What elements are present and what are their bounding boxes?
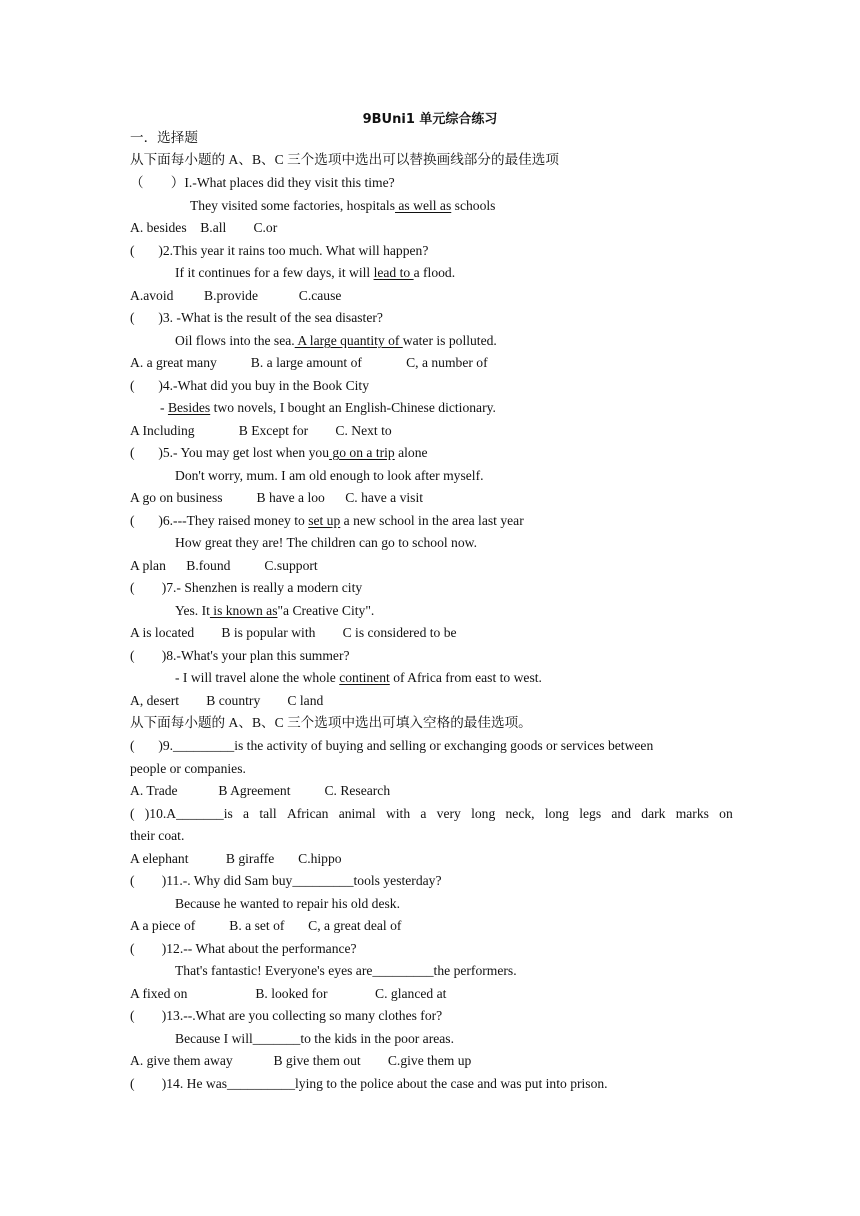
question-10-word: long [471,806,496,821]
question-12-options: A fixed on B. looked for C. glanced at [130,986,447,1001]
question-10-word: ( [130,806,135,821]
question-10-continued: their coat. [130,828,185,843]
question-10-word: and [611,806,632,821]
question-8-options: A, desert B country C land [130,693,324,708]
question-5-options: A go on business B have a loo C. have a visit [130,490,423,505]
question-6: ( )6.---They raised money to set up a new school in the area last year [130,513,524,528]
instruction-2: 从下面每小题的 A、B、C 三个选项中选出可填入空格的最佳选项。 [130,715,532,730]
question-7-options: A is located B is popular with C is considered to be [130,625,457,640]
question-4: ( )4.-What did you buy in the Book City [130,378,369,393]
underlined-phrase: A large quantity of [294,333,403,348]
underlined-phrase: as well as [395,198,452,213]
underlined-phrase: set up [308,513,341,528]
question-3: ( )3. -What is the result of the sea disaster? [130,310,383,325]
question-10-word: a [420,806,427,821]
question-2: ( )2.This year it rains too much. What will happen? [130,243,429,258]
question-10-word: with [385,806,411,821]
question-7-answer: Yes. It is known as"a Creative City". [175,603,375,618]
question-10-word: a [243,806,250,821]
question-3-answer: Oil flows into the sea. A large quantity of water is polluted. [175,333,497,348]
question-7: ( )7.- Shenzhen is really a modern city [130,580,363,595]
question-11: ( )11.-. Why did Sam buy_________tools yesterday? [130,873,442,888]
page-title: 9BUni1 单元综合练习 [362,112,498,127]
question-11-options: A a piece of B. a set of C, a great deal of [130,918,402,933]
question-10-word: very [436,806,461,821]
question-10-word: marks [675,806,709,821]
question-1: （ ）I.-What places did they visit this time? [130,175,395,190]
question-10-word: tall [259,806,277,821]
question-3-options: A. a great many B. a large amount of C, a number of [130,355,488,370]
question-10-word: )10.A_______is [144,806,233,821]
underlined-phrase: lead to [373,265,414,280]
question-12: ( )12.-- What about the performance? [130,941,357,956]
question-12-answer: That's fantastic! Everyone's eyes are_________the performers. [175,963,517,978]
underlined-phrase: go on a trip [329,445,395,460]
question-1-options: A. besides B.all C.or [130,220,278,235]
question-14: ( )14. He was__________lying to the police about the case and was put into prison. [130,1076,608,1091]
question-4-options: A Including B Except for C. Next to [130,423,392,438]
question-13-options: A. give them away B give them out C.give them up [130,1053,472,1068]
question-1-answer: They visited some factories, hospitals as well as schools [190,198,496,213]
question-11-answer: Because he wanted to repair his old desk. [175,896,400,911]
question-10-word: long [544,806,569,821]
question-9-options: A. Trade B Agreement C. Research [130,783,391,798]
question-5: ( )5.- You may get lost when you go on a trip alone [130,445,428,460]
question-10-word: neck, [505,806,535,821]
question-9-continued: people or companies. [130,761,246,776]
question-10-word: on [719,806,733,821]
question-10 [130,805,733,823]
question-13-answer: Because I will_______to the kids in the poor areas. [175,1031,454,1046]
instruction-1: 从下面每小题的 A、B、C 三个选项中选出可以替换画线部分的最佳选项 [130,152,559,167]
section-heading: 一．选择题 [130,130,198,145]
question-13: ( )13.--.What are you collecting so many clothes for? [130,1008,443,1023]
question-2-options: A.avoid B.provide C.cause [130,288,342,303]
question-8: ( )8.-What's your plan this summer? [130,648,350,663]
question-6-options: A plan B.found C.support [130,558,318,573]
question-6-answer: How great they are! The children can go to school now. [175,535,477,550]
question-10-options: A elephant B giraffe C.hippo [130,851,342,866]
underlined-phrase: Besides [167,400,211,415]
question-9: ( )9._________is the activity of buying and selling or exchanging goods or services between [130,738,654,753]
underlined-phrase: is known as [209,603,278,618]
question-10-word: animal [338,806,376,821]
question-10-word: dark [641,806,666,821]
question-10-word: legs [579,806,602,821]
question-10-word: African [286,806,329,821]
question-5-answer: Don't worry, mum. I am old enough to look after myself. [175,468,484,483]
underlined-phrase: continent [339,670,390,685]
question-8-answer: - I will travel alone the whole continent of Africa from east to west. [175,670,542,685]
question-2-answer: If it continues for a few days, it will lead to a flood. [175,265,456,280]
question-4-answer: - Besides two novels, I bought an English-Chinese dictionary. [160,400,496,415]
